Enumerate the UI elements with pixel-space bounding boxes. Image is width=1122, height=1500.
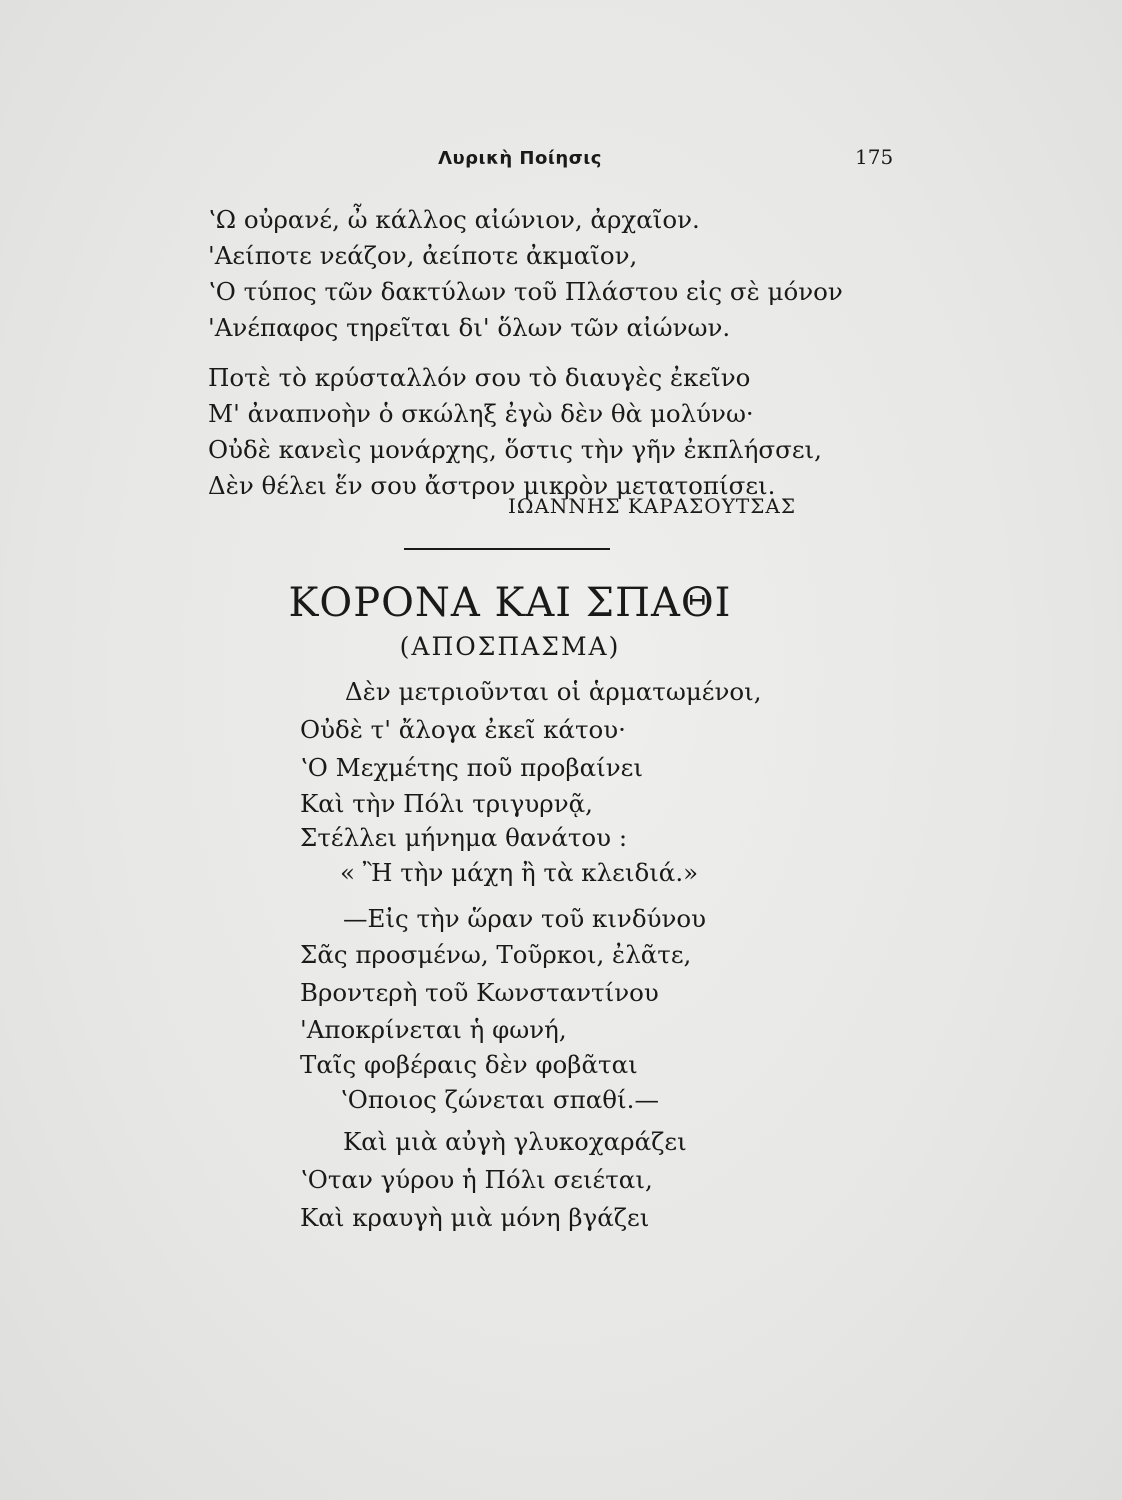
verse-line: Στέλλει μήνημα θανάτου :	[300, 823, 628, 852]
verse-line: Δὲν θέλει ἕν σου ἄστρον μικρὸν μετατοπίσει.	[208, 471, 776, 500]
verse-line: ʽΟποιος ζώνεται σπαθί.—	[340, 1085, 659, 1114]
poem-author: ΙΩΑΝΝΗΣ ΚΑΡΑΣΟΥΤΣΑΣ	[508, 494, 796, 518]
poem1-stanza-1	[208, 202, 843, 346]
verse-line: ʽΟ Μεχμέτης ποῦ προβαίνει	[300, 753, 643, 782]
verse-line: ʽΟταν γύρου ἡ Πόλι σειέται,	[300, 1165, 653, 1194]
verse-line: Καὶ κραυγὴ μιὰ μόνη βγάζει	[300, 1203, 650, 1232]
verse-line: —Εἰς τὴν ὥραν τοῦ κινδύνου	[343, 904, 707, 933]
verse-line: Καὶ τὴν Πόλι τριγυρνᾷ,	[300, 789, 593, 818]
poem1-stanza-2	[208, 360, 822, 504]
verse-line: Δὲν μετριοῦνται οἱ ἁρματωμένοι,	[345, 677, 762, 706]
verse-line: Σᾶς προσμένω, Τοῦρκοι, ἐλᾶτε,	[300, 940, 692, 969]
section-divider	[404, 548, 610, 550]
page-number: 175	[855, 145, 894, 169]
verse-line: Ποτὲ τὸ κρύσταλλόν σου τὸ διαυγὲς ἐκεῖνο	[208, 363, 751, 392]
verse-line: Βροντερὴ τοῦ Κωνσταντίνου	[300, 978, 659, 1007]
verse-line: Οὐδὲ τ' ἄλογα ἐκεῖ κάτου·	[300, 715, 626, 744]
poem-subtitle: (ΑΠΟΣΠΑΣΜΑ)	[399, 632, 621, 661]
verse-line: Μ' ἀναπνοὴν ὁ σκώληξ ἐγὼ δὲν θὰ μολύνω·	[208, 399, 754, 428]
verse-line: ʽΩ οὐρανέ, ὦ κάλλος αἰώνιον, ἀρχαῖον.	[208, 205, 700, 234]
verse-line: 'Αείποτε νεάζον, ἀείποτε ἀκμαῖον,	[208, 241, 638, 270]
verse-line: 'Ανέπαφος τηρεῖται δι' ὅλων τῶν αἰώνων.	[208, 313, 731, 342]
verse-line: Ταῖς φοβέραις δὲν φοβᾶται	[300, 1050, 638, 1079]
poem-title: ΚΟΡΟΝΑ ΚΑΙ ΣΠΑΘΙ	[288, 580, 732, 626]
verse-line: 'Αποκρίνεται ἡ φωνή,	[300, 1015, 567, 1044]
verse-line: « Ἢ τὴν μάχη ἢ τὰ κλειδιά.»	[340, 858, 699, 887]
verse-line: Καὶ μιὰ αὐγὴ γλυκοχαράζει	[343, 1127, 687, 1156]
verse-line: Οὐδὲ κανεὶς μονάρχης, ὅστις τὴν γῆν ἐκπλήσσει,	[208, 435, 822, 464]
verse-line: ʽΟ τύπος τῶν δακτύλων τοῦ Πλάστου εἰς σὲ μόνον	[208, 277, 843, 306]
running-title: Λυρικὴ Ποίησις	[438, 148, 602, 169]
